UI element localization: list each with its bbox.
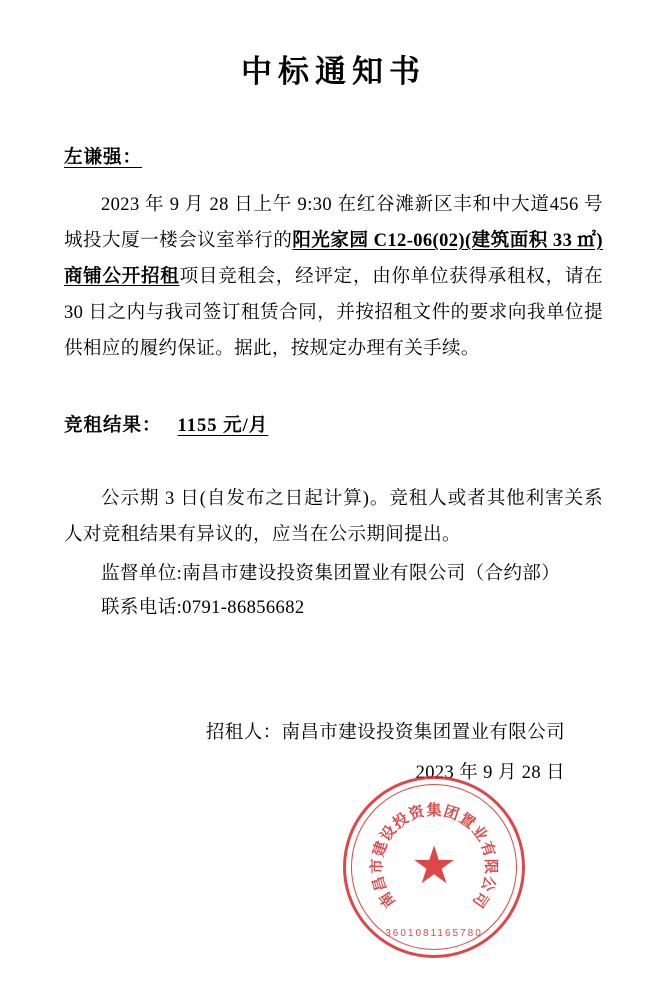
body-paragraph <box>64 187 603 367</box>
document-title: 中标通知书 <box>241 54 426 89</box>
salutation-line <box>64 91 603 169</box>
bid-result-row <box>64 411 603 437</box>
supervisor-line: 监督单位:南昌市建设投资集团置业有限公司（合约部） <box>101 564 561 584</box>
salutation-text: 左谦强： <box>64 148 143 168</box>
signer-line: 招租人：南昌市建设投资集团置业有限公司 <box>205 723 565 743</box>
bid-result-value: 1155 元/月 <box>177 416 269 436</box>
body-part-2: 项目竞租会，经评定，由你单位获得承租权，请在 30 日之内与我司签订租赁合同，并按招租文件的要求向我单位提供相应的履约保证。据此，按规定办理有关手续。 <box>64 267 603 359</box>
body-emphasis: 阳光家园 C12-06(02)(建筑面积 33 ㎡) 商铺公开招租 <box>64 231 603 287</box>
star-icon: ★ <box>410 838 458 895</box>
signature-block <box>64 713 603 793</box>
date-line: 2023 年 9 月 28 日 <box>415 763 565 783</box>
seal-curved-text: 南 昌 市 建 设 投 资 集 团 置 业 有 限 公 司 <box>369 803 499 910</box>
phone-line: 联系电话:0791-86856682 <box>101 598 305 618</box>
notice-paragraph: 公示期 3 日(自发布之日起计算)。竞租人或者其他利害关系人对竞租结果有异议的，应当在公示期间提出。 <box>64 489 603 545</box>
contact-block <box>64 557 603 625</box>
bid-result-label: 竞租结果： <box>64 416 162 436</box>
seal-inner-ring <box>351 784 517 950</box>
official-seal <box>343 776 525 958</box>
document-page <box>0 46 667 981</box>
seal-code: 3601081165780 <box>385 928 483 939</box>
body-part-1: 2023 年 9 月 28 日上午 9:30 在红谷滩新区丰和中大道456 号城投大厦一楼会议室举行的 <box>64 195 603 251</box>
